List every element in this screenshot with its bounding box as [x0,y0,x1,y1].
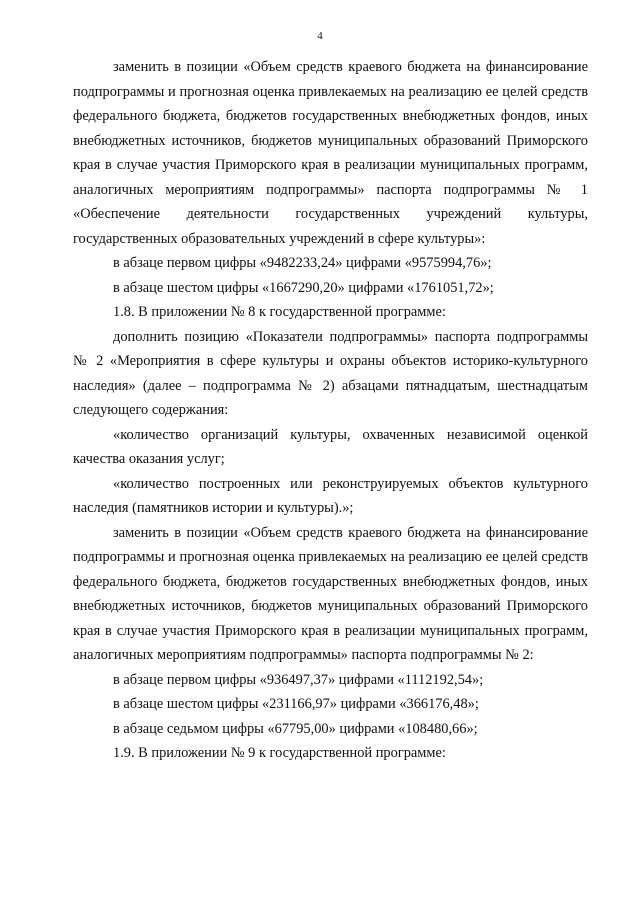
page-number: 4 [317,30,323,42]
paragraph-seventh-abzats-figures-2: в абзаце седьмом цифры «67795,00» цифрами «108480,66»; [113,720,478,737]
paragraph-item-1-9: 1.9. В приложении № 9 к государственной программе: [113,745,446,761]
paragraph-replace-position-subprogram-1: заменить в позиции «Объем средств краевого бюджета на финансирование подпрограммы и прогнозная оценка привлекаемых на реализацию ее целей средств федерального бюджета, бюджетов государственных внебюджетных фондов, иных внебюджетных источников, бюджетов муниципальных образований Приморского края в случае участия Приморского края в реализации муниципальных программ, аналогичных мероприятиям подпрограммы» паспорта подпрограммы № 1 «Обеспечение деятельности государственных учреждений культуры, государственных образовательных учреждений в сфере культуры»: [73,59,588,247]
paragraph-sixth-abzats-figures-2: в абзаце шестом цифры «231166,97» цифрами «366176,48»; [113,696,479,712]
paragraph-add-indicators-position: дополнить позицию «Показатели подпрограммы» паспорта подпрограммы № 2 «Мероприятия в сфере культуры и охраны объектов историко-культурного наследия» (далее – подпрограмма № 2) абзацами пятнадцатым, шестнадцатым следующего содержания: [73,328,588,418]
paragraph-sixth-abzats-figures-1: в абзаце шестом цифры «1667290,20» цифрами «1761051,72»; [113,279,494,296]
paragraph-quote-independent-evaluation: «количество организаций культуры, охваченных независимой оценкой качества оказания услуг; [73,426,588,467]
paragraph-item-1-8: 1.8. В приложении № 8 к государственной программе: [113,304,446,320]
paragraph-first-abzats-figures-1: в абзаце первом цифры «9482233,24» цифрами «9575994,76»; [113,255,492,271]
paragraph-first-abzats-figures-2: в абзаце первом цифры «936497,37» цифрами «1112192,54»; [113,671,484,688]
paragraph-replace-position-subprogram-2: заменить в позиции «Объем средств краевого бюджета на финансирование подпрограммы и прогнозная оценка привлекаемых на реализацию ее целей средств федерального бюджета, бюджетов государственных внебюджетных фондов, иных внебюджетных источников, бюджетов муниципальных образований Приморского края в случае участия Приморского края в реализации муниципальных программ, аналогичных мероприятиям подпрограммы» паспорта подпрограммы № 2: [73,524,588,663]
paragraph-quote-heritage-objects: «количество построенных или реконструируемых объектов культурного наследия (памятников истории и культуры).»; [73,475,588,516]
document-body [73,55,588,766]
